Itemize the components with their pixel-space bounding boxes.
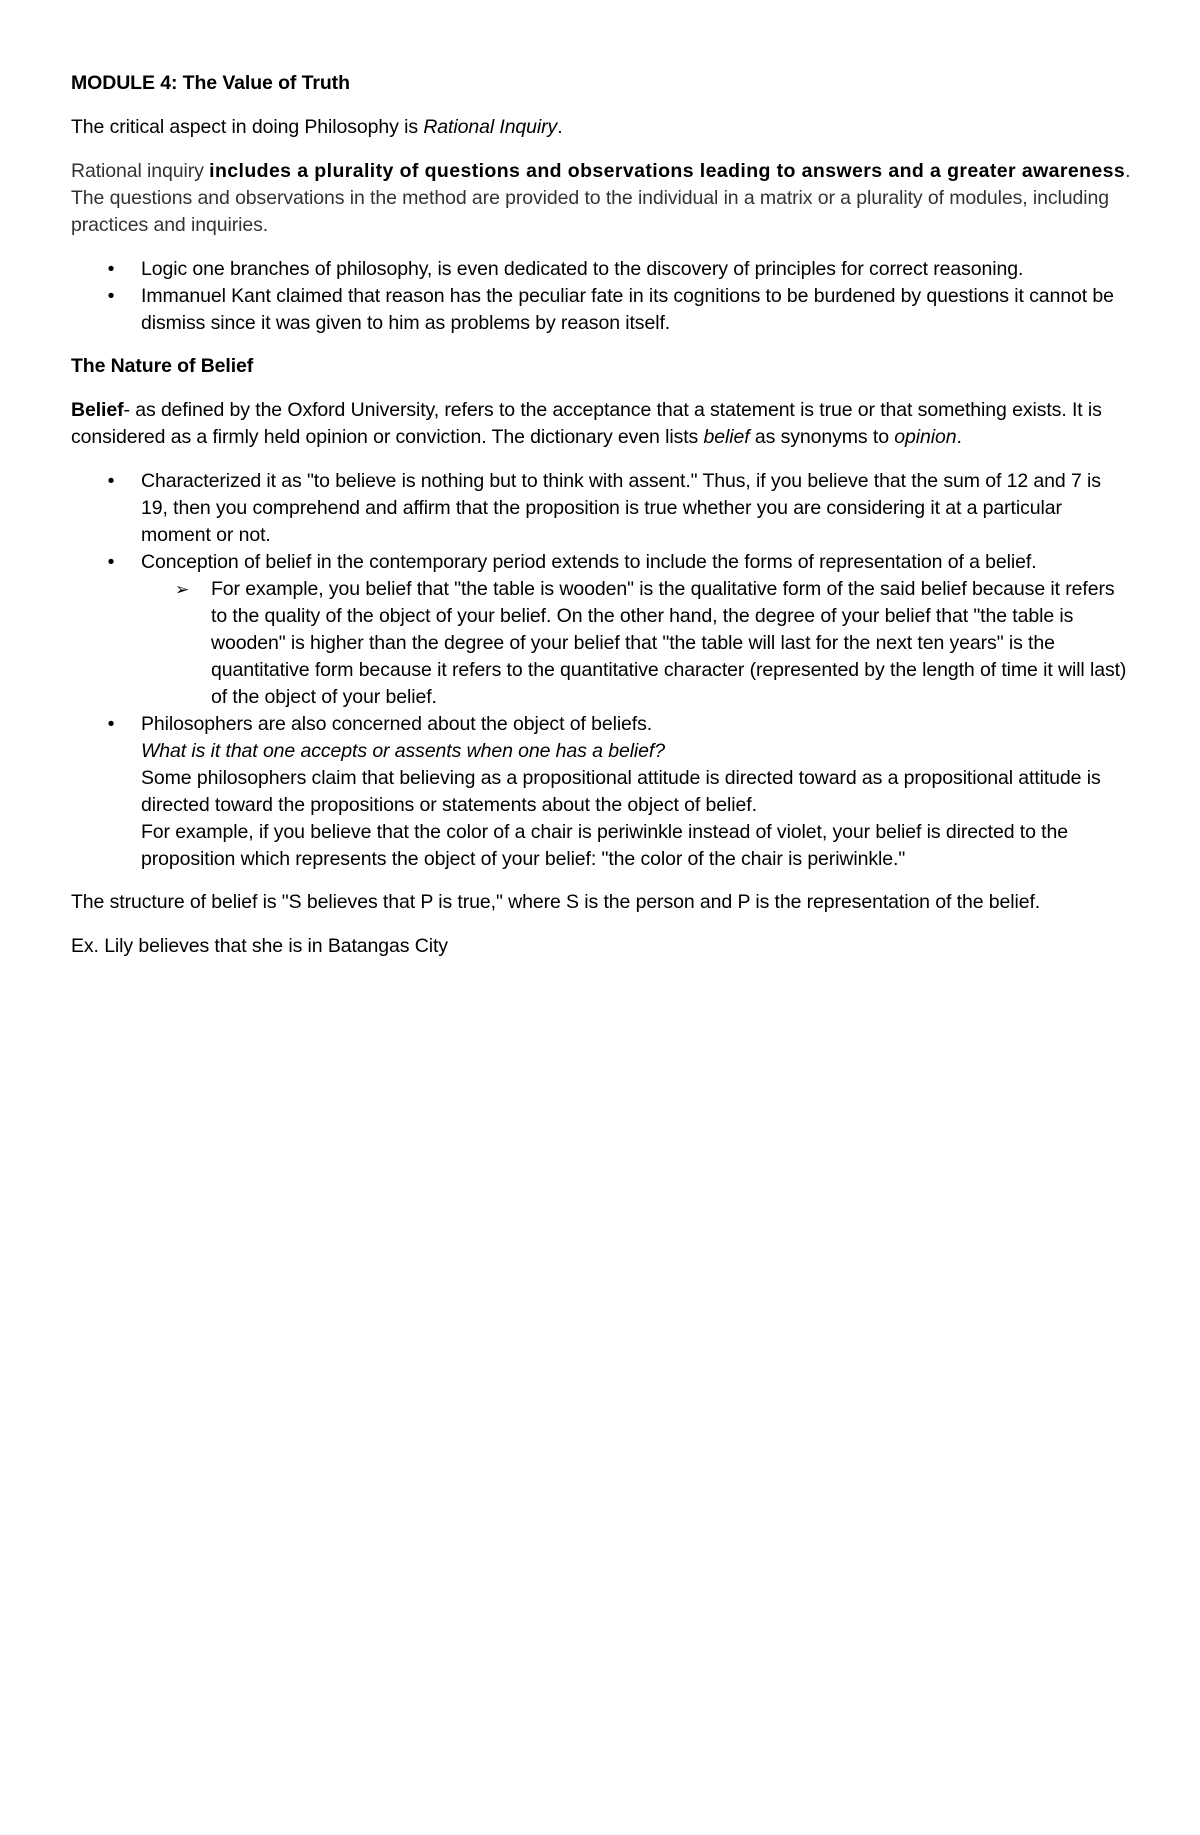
rational-inquiry-prefix: Rational inquiry — [71, 160, 210, 182]
bullet-dot-icon: • — [107, 470, 115, 492]
belief-mid: as synonyms to — [749, 426, 895, 448]
question-line: What is it that one accepts or assents when one has a belief? — [141, 740, 665, 762]
bullet-dot-icon: • — [107, 285, 115, 307]
belief-text: - as defined by the Oxford University, refers to the acceptance that a statement is true or that something exists. It is considered as a firmly held opinion or conviction. The dictionary even lists — [71, 399, 1102, 448]
bullet-dot-icon: • — [107, 713, 115, 735]
intro-paragraph — [71, 114, 1131, 141]
belief-em: belief — [703, 426, 750, 448]
list-item-text: Characterized it as "to believe is nothing but to think with assent." Thus, if you believe that the sum of 12 and 7 is 19, then you comprehend and affirm that the proposition is true whether you are considering it at a particular moment or not. — [141, 470, 1101, 546]
belief-term: Belief — [71, 399, 124, 421]
intro-emphasis: Rational Inquiry — [423, 116, 558, 138]
list-item — [71, 711, 1131, 873]
bullet-dot-icon: • — [107, 258, 115, 280]
section-title: The Nature of Belief — [71, 355, 254, 377]
periwinkle-example-line: For example, if you believe that the color of a chair is periwinkle instead of violet, your belief is directed to the proposition which represents the object of your belief: "the color of the chair is periwinkle." — [141, 821, 1068, 870]
intro-prefix: The critical aspect in doing Philosophy is — [71, 116, 424, 138]
arrow-bullet-icon: ➢ — [175, 580, 190, 599]
structure-paragraph: The structure of belief is "S believes that P is true," where S is the person and P is the representation of the belief. — [71, 891, 1041, 913]
sub-list-item — [71, 576, 1131, 711]
module-title: MODULE 4: The Value of Truth — [71, 72, 350, 94]
list-item — [71, 549, 1131, 711]
list-item-text: Conception of belief in the contemporary period extends to include the forms of representation of a belief. — [141, 551, 1037, 573]
list-item — [71, 283, 1131, 337]
sub-list-item-text: For example, you belief that "the table is wooden" is the qualitative form of the said belief because it refers to the quality of the object of your belief. On the other hand, the degree of your belief that "the table is wooden" is higher than the degree of your belief that "the table will last for the next ten years" is the quantitative form because it refers to the quantitative character (represented by the length of time it will last) of the object of your belief. — [211, 578, 1127, 708]
rational-inquiry-bold: includes a plurality of questions and observations leading to answers and a greater awareness — [209, 160, 1126, 182]
list-item — [71, 468, 1131, 549]
bullet-dot-icon: • — [107, 551, 115, 573]
propositional-attitude-line: Some philosophers claim that believing as a propositional attitude is directed toward as a propositional attitude is directed toward the propositions or statements about the object of belief. — [141, 767, 1101, 816]
opinion-em: opinion — [894, 426, 957, 448]
bullet-list-logic — [71, 256, 1131, 337]
document-content — [71, 70, 1131, 977]
list-item — [71, 256, 1131, 283]
belief-end: . — [956, 426, 962, 448]
rational-inquiry-paragraph — [71, 158, 1131, 239]
bullet-list-belief — [71, 468, 1131, 873]
rational-inquiry-suffix: . The questions and observations in the method are provided to the individual in a matrix or a plurality of modules, including practices and inquiries. — [71, 160, 1131, 236]
intro-suffix: . — [557, 116, 563, 138]
list-item-text: Logic one branches of philosophy, is even dedicated to the discovery of principles for correct reasoning. — [141, 258, 1024, 280]
belief-definition — [71, 397, 1131, 451]
object-of-beliefs-line: Philosophers are also concerned about the object of beliefs. — [141, 713, 653, 735]
list-item-text: Immanuel Kant claimed that reason has the peculiar fate in its cognitions to be burdened by questions it cannot be dismiss since it was given to him as problems by reason itself. — [141, 285, 1114, 334]
example-paragraph: Ex. Lily believes that she is in Batangas City — [71, 935, 448, 957]
sub-list — [71, 576, 1131, 711]
